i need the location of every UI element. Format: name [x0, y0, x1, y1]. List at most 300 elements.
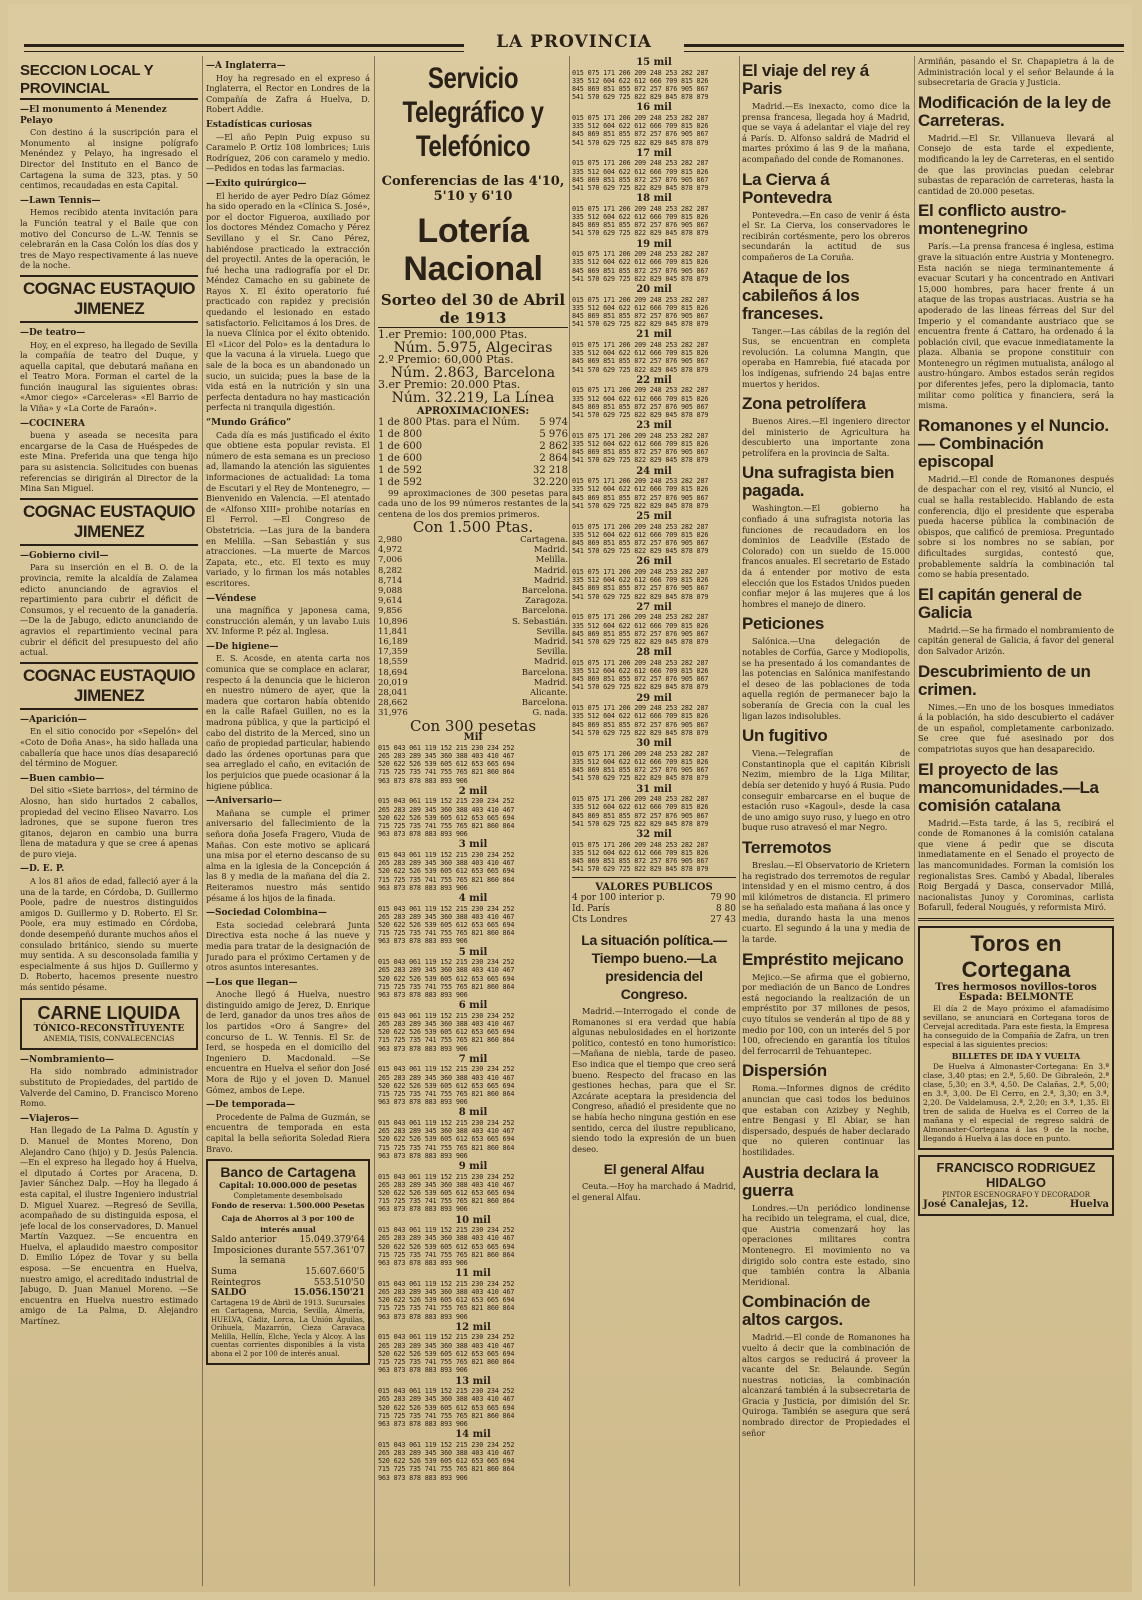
row-label: Saldo anterior [211, 1235, 277, 1246]
number-block: 015 075 171 206 209 248 253 282 287 335 512 604 622 612 666 709 815 826 845 869 851 855 872 257 876 905 867 541 570 629 725 822 829 845 878 879 [572, 658, 709, 692]
article-title: —A Inglaterra— [206, 61, 286, 71]
thousand-label: 31 mil [636, 783, 672, 795]
article [742, 1062, 910, 1157]
article-title: Descubrimiento de un crimen. [918, 661, 1091, 699]
winner-city: Barcelona. [521, 585, 568, 596]
winner-number: 8,714 [378, 575, 403, 586]
number-block: 015 075 171 206 209 248 253 282 287 335 512 604 622 612 666 709 815 826 845 869 851 855 872 257 876 905 867 541 570 629 725 822 829 845 878 879 [572, 795, 709, 828]
article [20, 1055, 198, 1109]
winner-number: 28,041 [378, 687, 408, 698]
prize-number: Núm. 2.863, Barcelona [390, 364, 556, 381]
article-body: Madrid.—El Sr. Villanueva llevará al Consejo de esta tarde el expediente, modificando la ley de Carreteras, en el sentido de que las provincias puedan celebrar subastas de reparación de carreteras, hasta la cantidad de 20.000 pesetas. [918, 132, 1114, 196]
article-title: Austria declara la guerra [742, 1162, 879, 1200]
approx-label: 1 de 592 [378, 476, 423, 488]
approx-row [378, 429, 568, 441]
article-body: —El año Pepin Puig expuso su Caramelo P. Ortiz 108 lombrices; Luis Rodríguez, 206 con caramelo y medio. —Pedidos en todas las farmacias. [206, 131, 370, 174]
article-title: —Buen cambio— [20, 773, 105, 784]
number-block: 015 043 061 119 152 215 230 234 252 265 283 289 345 360 388 403 410 467 520 622 526 539 605 612 653 665 694 715 725 735 741 755 765 821 860 864 963 873 878 883 893 906 [378, 1011, 515, 1053]
article [206, 1100, 370, 1154]
toros-ad [918, 926, 1114, 1150]
thousand-label: 8 mil [458, 1107, 488, 1119]
article [206, 978, 370, 1096]
article [206, 594, 370, 637]
winner-row [378, 678, 568, 688]
article [742, 727, 910, 833]
ad-title: CARNE LIQUIDA [37, 1002, 181, 1023]
ad-subtitle: TÓNICO-RECONSTITUYENTE [33, 1023, 185, 1034]
billetes-title: BILLETES DE IDA Y VUELTA [951, 1051, 1081, 1062]
toros-body: El día 2 de Mayo próximo el afamadísimo sevillano, se anunciará en Cortegana toros de Cervejal acreditada. Para este fiesta, la Empresa ha conseguido de la Compañía de Zafra, un tren especial á las siguientes precios: [923, 1004, 1109, 1050]
firm-subtitle: PINTOR ESCENOGRAFO Y DECORADOR [941, 1190, 1091, 1199]
article [206, 120, 370, 174]
thousand-label: 27 mil [636, 601, 672, 613]
row-label: 4 por 100 interior p. [572, 893, 665, 904]
column-telegrams-2 [918, 56, 1114, 1586]
number-block: 015 043 061 119 152 215 230 234 252 265 283 289 345 360 388 403 410 467 520 622 526 539 605 612 653 665 694 715 725 735 741 755 765 821 860 864 963 873 878 883 893 906 [378, 1226, 515, 1268]
bank-footer: Cartagena 19 de Abril de 1913. Sucursales en Cartagena, Murcia, Sevilla, Almería, HUELVA, Cádiz, Lorca, La Unión Águilas, Orihuela, Mazarrón, Cieza Caravaca Melilla, Hellín, Elche, Yecla y Alcoy. A las cuentas corrientes disponibles á la vista abona el 2 por 100 de interés anual. [211, 1298, 365, 1358]
approx-value: 32 218 [533, 464, 568, 476]
number-block: 015 075 171 206 209 248 253 282 287 335 512 604 622 612 666 709 815 826 845 869 851 855 872 257 876 905 867 541 570 629 725 822 829 845 878 879 [572, 159, 709, 193]
article-body: Anoche llegó á Huelva, nuestro distinguido amigo de Jerez, D. Enrique de Ierd, ganador da unos tres años de los partidos «Oro á Sangre» del concurso de L. W. Tennis. El Sr. de Ierd, se hospeda en el domicilio del Ingeniero D. Macdonald. —Se encuentra en Huelva el señor don José Mora de Rijo y el joven D. Manuel Gómez, ambos de Lepe. [206, 989, 370, 1095]
number-block: 015 043 061 119 152 215 230 234 252 265 283 289 345 360 388 403 410 467 520 622 526 539 605 612 653 665 694 715 725 735 741 755 765 821 860 864 963 873 878 883 893 906 [378, 904, 515, 946]
bank-row [211, 1235, 365, 1246]
article-body: Madrid.—Es inexacto, como dice la prensa francesa, llegada hoy á Madrid, que se vaya á adelantar el viaje del rey á París. D. Alfonso saldrá de Madrid el martes próximo á las 9 de la mañana, acompañado del conde de Romanones. [742, 101, 910, 164]
winner-row [378, 586, 568, 596]
winner-row [378, 555, 568, 565]
article-body: Mañana se cumple el primer aniversario del fallecimiento de la señora doña Josefa Fragero, Viuda de Mañas. Con este motivo se aplicará una misa por el eterno descanso de su alma en la iglesia de la Concepción á las 8 y media de la mañana del día 2. Reiteramos nuestro más sentido pésame á los hijos de la finada. [206, 807, 370, 903]
approx-value: 32.220 [533, 476, 568, 488]
winner-number: 9,856 [378, 606, 403, 617]
article-title: —Los que llegan— [206, 977, 298, 988]
number-block: 015 075 171 206 209 248 253 282 287 335 512 604 622 612 666 709 815 826 845 869 851 855 872 257 876 905 867 541 570 629 725 822 829 845 878 879 [572, 613, 709, 647]
number-block: 015 075 171 206 209 248 253 282 287 335 512 604 622 612 666 709 815 826 845 869 851 855 872 257 876 905 867 541 570 629 725 822 829 845 878 879 [572, 431, 709, 465]
thousand-label: 3 mil [458, 839, 488, 851]
article [206, 179, 370, 413]
winner-city: Cartagena. [520, 534, 568, 545]
prize-label: 2.º Premio: 60,000 Ptas. [378, 353, 514, 367]
article-title: —Véndese [206, 593, 257, 604]
winner-row [378, 545, 568, 555]
conferences-line: Conferencias de las 4'10, 5'10 y 6'10 [381, 174, 565, 204]
article [918, 761, 1114, 913]
article-body: Salónica.—Una delegación de notables de Corfúa, Garce y Modiopolis, se ha presentado á los comandantes de las potencias en Salónica manifestando el deseo de las poblaciones de toda aquella región de permanecer bajo la soberanía de Grecia con la cual les ligan lazos indisolubles. [742, 636, 910, 721]
article-body: Tanger.—Las cábilas de la región del Sus, se encuentran en completa revolución. La columna Mangin, que operaba en Hamrebia, fué atacada por los indígenas, sufriendo 24 bajas entre muertos y heridos. [742, 325, 910, 389]
article-title: Empréstito mejicano [742, 949, 904, 969]
column-rule [914, 56, 915, 1586]
article-body: Han llegado de La Palma D. Agustín y D. Manuel de Montes Moreno, Don Alejandro Cano (hijo) y D. Jesús Palencia. —En el expreso ha llegado hoy á Huelva, el diputado á Cortes por Aracena, D. Javier Sánchez Dalp. —Hoy ha llegado á esta capital, el ilustre Ingeniero industrial D. Miguel Xuarez. —Regresó de Sevilla, acompañado de su distinguida esposa, el jefe local de los conservadores, D. Manuel Martín Vazquez. —Se encuentra en Huelva, el aplaudido maestro compositor D. Emilio López de Tovar y su bella esposa. —Se encuentra en Huelva, nuestro amigo, el acreditado industrial de Jabugo, D. Juan Manuel Moreno. —Se encuentra en Huelva nuestro estimado amigo de La Palma, D. Alejandro Martínez. [20, 1125, 198, 1327]
article [20, 196, 198, 271]
ad-line: ANEMIA, TISIS, CONVALECENCIAS [43, 1035, 175, 1044]
thousand-label: 20 mil [636, 284, 672, 296]
article [742, 269, 910, 390]
number-block: 015 075 171 206 209 248 253 282 287 335 512 604 622 612 666 709 815 826 845 869 851 855 872 257 876 905 867 541 570 629 725 822 829 845 878 879 [572, 522, 709, 556]
toros-title: Toros en Cortegana [961, 930, 1071, 982]
article-title: —COCINERA [20, 418, 85, 429]
article-title: —De temporada— [206, 1100, 296, 1111]
bank-row [211, 1267, 365, 1278]
column-rule [202, 56, 203, 1586]
winner-city: Sevilla. [536, 626, 568, 637]
number-block: 015 075 171 206 209 248 253 282 287 335 512 604 622 612 666 709 815 826 845 869 851 855 872 257 876 905 867 541 570 629 725 822 829 845 878 879 [572, 68, 709, 102]
article-title: Romanones y el Nuncio.— Combinación episcopal [918, 415, 1109, 471]
toros-subtitle: Tres hermosos novillos-toros [935, 981, 1097, 993]
winner-city: Madrid. [533, 677, 568, 688]
article-title: Una sufragista bien pagada. [742, 463, 895, 501]
number-block: 015 043 061 119 152 215 230 234 252 265 283 289 345 360 388 403 410 467 520 622 526 539 605 612 653 665 694 715 725 735 741 755 765 821 860 864 963 873 878 883 893 906 [378, 1119, 515, 1160]
article-title: Estadísticas curiosas [206, 119, 312, 130]
number-block: 015 075 171 206 209 248 253 282 287 335 512 604 622 612 666 709 815 826 845 869 851 855 872 257 876 905 867 541 570 629 725 822 829 845 878 879 [572, 749, 709, 783]
article [742, 464, 910, 609]
winner-number: 18,559 [378, 657, 408, 668]
winner-number: 10,896 [378, 616, 408, 627]
cognac-ad: COGNAC EUSTAQUIO JIMENEZ [20, 498, 198, 546]
approx-label: 1 de 800 [378, 428, 423, 440]
thousand-label: 32 mil [636, 828, 672, 840]
article-body: Pontevedra.—En caso de venir á ésta el Sr. La Cierva, los conservadores le recibirán cortésmente, pero los obreros secundarán la actitud de sus compañeros de La Coruña. [742, 209, 910, 262]
thousand-label: 17 mil [636, 147, 672, 159]
winner-row [378, 606, 568, 616]
row-label: SALDO [211, 1288, 247, 1299]
thousand-label: 11 mil [455, 1268, 491, 1280]
article [20, 864, 198, 992]
approx-value: 2 864 [539, 452, 568, 464]
article-body: Para su inserción en el B. O. de la provincia, remite la alcaldía de Zalamea edicto anunciando de agravios el repartimiento para cubrir el déficit de Consumos, y el recuento de la ganadería. —De la de Jabugo, edicto anunciando de agravios el repartimiento vecinal para cubrir el déficit del presupuesto del año actual. [20, 562, 198, 658]
approx-label: 1 de 600 [378, 452, 423, 464]
article-body: Madrid.—Esta tarde, á las 5, recibirá el conde de Romanones á la comisión catalana que viene á pedir que se discuta inmediatamente en el Senado el proyecto de las mancomunidades. Forman la comisión los regionalistas Sres. Cambó y Abadal, liberales Roig Bergadá y Dasca, conservador Millá, nacionalistas Junoy y Corominas, carlista Bofarull, federal Nougués, y reformista Miró. [918, 817, 1114, 913]
winner-row [378, 657, 568, 667]
approx-value: 2 862 [539, 440, 568, 452]
thousand-label: 18 mil [636, 193, 672, 205]
article [918, 586, 1114, 657]
row-value: 15.049.379'64 [299, 1235, 365, 1246]
article-title: Un fugitivo [742, 726, 828, 746]
tier-title: Con 1.500 Ptas. [412, 518, 534, 537]
winner-city: Zaragoza. [525, 596, 568, 607]
thousand-label: 14 mil [455, 1429, 491, 1441]
row-value: 79 90 [710, 893, 736, 904]
section-title: SECCION LOCAL Y PROVINCIAL [20, 62, 198, 100]
article-body: Hoy ha regresado en el expreso á Inglaterra, el Rector en Londres de la Compañía de Zafra á Huelva, D. Robert Addie. [206, 72, 370, 115]
article-body: Mejico.—Se afirma que el gobierno, por mediación de un Banco de Londres está negociando la realización de un empréstito por 37 millones de pesos, cuyo títulos se venderán al tipo de 88 y medio por 100, con un interés del 5 por 100, ofreciendo en garantía los títulos del ferrocarril de Tehuantepec. [742, 971, 910, 1056]
winner-row [378, 576, 568, 586]
winner-city: Sevilla. [536, 647, 568, 658]
winner-city: Madrid. [533, 575, 568, 586]
winner-city: Barcelona. [521, 698, 568, 709]
article-body: Madrid.—Se ha firmado el nombramiento de capitán general de Galicia, á favor del general don Salvador Arizón. [918, 624, 1114, 656]
thousand-label: 12 mil [455, 1321, 491, 1333]
divider [572, 877, 736, 878]
article-body: Madrid.—Interrogado el conde de Romanones si era verdad que había algunas nebulosidades en el horizonte político, contestó en tono humorístico: —Mañana de niebla, tarde de paseo. Eso indica que el tiempo que creo será bueno. Respecto del fracaso en las gestiones hechas, para que el Sr. Azcárate aceptara la presidencia del Congreso, añadió el presidente que no se había hecho ninguna gestión en ese sentido, cerca del ilustre republicano, siendo todo la expresión de un buen deseo. [572, 1006, 736, 1154]
thousand-label: 26 mil [636, 556, 672, 568]
approx-note: 99 aproximaciones de 300 pesetas para cada uno de los 99 números restantes de la centena de los dos premios primeros. [378, 488, 568, 520]
column-rule [374, 56, 375, 1586]
thousand-label: 5 mil [458, 946, 488, 958]
article-title: El capitán general de Galicia [918, 584, 1082, 622]
article [206, 796, 370, 903]
winner-city: S. Sebastián. [511, 616, 568, 627]
winner-city: Barcelona. [521, 667, 568, 678]
thousand-label: 2 mil [458, 785, 488, 797]
article-body: Ceuta.—Hoy ha marchado á Madrid, el general Alfau. [572, 1181, 736, 1202]
carne-liquida-ad [20, 998, 198, 1050]
telegraph-banner: Servicio Telegráfico y Telefónico [402, 62, 544, 163]
row-label: Id. París [572, 903, 610, 914]
cognac-ad: COGNAC EUSTAQUIO JIMENEZ [20, 275, 198, 323]
row-value: 15.607.660'5 [305, 1266, 365, 1277]
article-title: El viaje del rey á Paris [742, 61, 869, 98]
winner-city: Madrid. [533, 636, 568, 647]
winner-number: 31,976 [378, 708, 408, 719]
article [206, 908, 370, 973]
article-title: “Mundo Gráfico” [206, 418, 292, 428]
article-title: —De higiene— [206, 641, 279, 652]
valores-row [572, 915, 736, 926]
approx-label: 1 de 800 Ptas. para el Núm. [378, 416, 520, 428]
bank-reserve: Fondo de reserva: 1.500.000 Pesetas [211, 1201, 365, 1211]
valores-title: VALORES PUBLICOS [595, 882, 713, 894]
number-block: 015 043 061 119 152 215 230 234 252 265 283 289 345 360 388 403 410 467 520 622 526 539 605 612 653 665 694 715 725 735 741 755 765 821 860 864 963 873 878 883 893 906 [378, 1172, 515, 1214]
article-title: La Cierva á Pontevedra [742, 169, 832, 207]
article [742, 171, 910, 263]
winner-row [378, 566, 568, 576]
winner-number: 20,019 [378, 677, 408, 688]
row-value: 27 43 [710, 914, 736, 925]
row-label: Suma [211, 1266, 237, 1277]
article [206, 642, 370, 791]
number-block: 015 075 171 206 209 248 253 282 287 335 512 604 622 612 666 709 815 826 845 869 851 855 872 257 876 905 867 541 570 629 725 822 829 845 878 879 [572, 204, 709, 238]
column-telegrams [742, 56, 910, 1586]
thousand-label: 16 mil [636, 102, 672, 114]
winner-number: 17,359 [378, 647, 408, 658]
number-block: 015 043 061 119 152 215 230 234 252 265 283 289 345 360 388 403 410 467 520 622 526 539 605 612 653 665 694 715 725 735 741 755 765 821 860 864 963 873 878 883 893 906 [378, 1387, 515, 1428]
winner-row [378, 647, 568, 657]
article-title: Peticiones [742, 614, 825, 634]
winner-city: Alicante. [529, 687, 568, 698]
bank-paid: Completamente desembolsado [233, 1191, 343, 1200]
prize-label: 3.er Premio: 20.000 Ptas. [378, 378, 521, 392]
thousand-label: 19 mil [636, 238, 672, 250]
winner-number: 8,282 [378, 565, 403, 576]
article-body: Madrid.—El conde de Romanones ha vuelto á decir que la combinación de altos cargos se reducirá á proveer la vacante del Sr. Belaunde. Según nuestras noticias, la combinación alcanzará también á la subsecretaria de Gracia y Justicia, por dimisión del Sr. Quiroga. También se asegura que será nombrado director de Propiedades el señor [742, 1332, 910, 1438]
column-rule [739, 56, 740, 1586]
article-body: Ha sido nombrado administrador substituto de Propiedades, del partido de Valverde del Camino, D. Francisco Moreno Romo. [20, 1066, 198, 1109]
divider [918, 918, 1114, 921]
tier-title: Con 300 pesetas [409, 716, 537, 735]
article-title: —Lawn Tennis— [20, 195, 101, 206]
winner-row [378, 627, 568, 637]
article-body: buena y aseada se necesita para encargarse de la Casa de Huéspedes de este Mina. Preferida una que tenga hijo para su asistencia. Solicitudes con buenas referencias se dirigirán al Director de la Mina San Miguel. [20, 430, 198, 494]
number-block: 015 075 171 206 209 248 253 282 287 335 512 604 622 612 666 709 815 826 845 869 851 855 872 257 876 905 867 541 570 629 725 822 829 845 878 879 [572, 568, 709, 601]
number-block: 015 075 171 206 209 248 253 282 287 335 512 604 622 612 666 709 815 826 845 869 851 855 872 257 876 905 867 541 570 629 725 822 829 845 878 879 [572, 114, 709, 147]
thousand-label: 29 mil [636, 692, 672, 704]
article-body: París.—La prensa francesa é inglesa, estima grave la situación entre Austria y Montenegro. Esta nación se niega terminantemente á evacuar Scutari y ha concentrado en Antivari 15,000 hombres, para hacer frente á un ataque de las tropas austriacas. Austria se ha apoderado de las líneas férreas del Sur del Imperio y el comandante austriaco que se encuentra frente á Cattaro, ha ordenado á la población civil, que evacue inmediatamente la plaza. Albania se propone constituir con Montenegro un régimen mutualista, análogo al austro-húngaro. Ambos estados serán regidos por diferentes jefes, pero la diplomacia, tanto militar como política y financiera, será la misma. [918, 241, 1114, 411]
thousand-label: 15 mil [636, 57, 672, 68]
thousand-label: 7 mil [458, 1053, 488, 1065]
article [206, 418, 370, 589]
approx-value: 5 974 [539, 416, 568, 428]
article-title: —Exito quirúrgico— [206, 178, 307, 189]
article-body: Madrid.—El conde de Romanones después de despachar con el rey, visitó al Nuncio, el cual se halla restablecido. Hablando de esta conferencia, dijo el presidente que esperaba pueda hacerse pública la combinación de obispos, que calificó de premiosa. Preguntado sobre si los nombres no se sabían, por dificultades surgidas, contestó que, probablemente saldría la combinación tal como se había presentado. [918, 473, 1114, 580]
valores-row [572, 893, 736, 904]
article-body: Buenos Aires.—El ingeniero director del ministerio de Agricultura ha descubierto una importante zona petrolífera en la provincia de Salta. [742, 416, 910, 458]
approx-row [378, 417, 568, 429]
article-body: Esta sociedad celebrará Junta Directiva esta noche á las nueve y media para tratar de la designación de Jurado para el próximo Certamen y de otros asuntos interesantes. [206, 919, 370, 973]
article [742, 1164, 910, 1288]
thousand-label: 23 mil [636, 420, 672, 432]
article [918, 417, 1114, 580]
article-title: Terremotos [742, 837, 832, 857]
article-list [918, 94, 1114, 913]
winner-row [378, 688, 568, 698]
article-title: Combinación de altos cargos. [742, 1292, 871, 1330]
hidalgo-ad [918, 1155, 1114, 1216]
article-body: Viena.—Telegrafían de Constantinopla que el capitán Kibrisli Nezim, miembro de la Liga Militar, debía ser detenido y huyó á Rusia. Pudo conseguir embarcarse en el buque de estación ruso «Kagoul», desde la casa de uno amigo suyo ruso, y luego en otro buque ruso atravesó el mar Negro. [742, 748, 910, 833]
column-lottery-continued [572, 56, 736, 1586]
article [20, 774, 198, 860]
winner-row [378, 596, 568, 606]
winner-row [378, 617, 568, 627]
article-title: —Gobierno civil— [20, 550, 109, 561]
winner-city: G. nada. [532, 708, 568, 719]
winner-city: Melilla. [535, 555, 568, 566]
number-block: 015 075 171 206 209 248 253 282 287 335 512 604 622 612 666 709 815 826 845 869 851 855 872 257 876 905 867 541 570 629 725 822 829 845 878 879 [572, 477, 709, 510]
article-body: Con destino á la suscripción para el Monumento al insigne polígrafo Menéndez y Pelayo, ha ingresado el Director del Instituto en el Banco de Cartagena la suma de 323, ptas. y 50 centimos, recaudadas en esta Capital. [20, 127, 198, 191]
firm-title: FRANCISCO RODRIGUEZ HIDALGO [936, 1159, 1096, 1190]
winner-number: 2,980 [378, 534, 403, 545]
article-body: Breslau.—El Observatorio de Krietern ha registrado dos terremotos de regular intensidad y en el mismo centro, á dos mil kilómetros de distancia. El primero se ha señalado esta mañana á las once y media, durando hasta la una menos cuarto. El segundo á la una y media de la tarde. [742, 859, 910, 945]
approx-row [378, 453, 568, 465]
article-title: —Aniversario— [206, 796, 282, 807]
article-body: Hemos recibido atenta invitación para la Función teatral y el Baile que con motivo del Concurso de L.-W. Tennis se celebrarán en la Casa Colón los días dos y tres de Mayo respectivamente á las nueve de la noche. [20, 207, 198, 271]
article-body: En el sitio conocido por «Sepelón» del «Coto de Doña Anas», ha sido hallada una caballería que hace unos días desapareció del término de Moguer. [20, 726, 198, 769]
bank-row [211, 1288, 365, 1299]
number-block: 015 075 171 206 209 248 253 282 287 335 512 604 622 612 666 709 815 826 845 869 851 855 872 257 876 905 867 541 570 629 725 822 829 845 878 879 [572, 386, 709, 420]
article-body: Nimes.—En uno de los bosques inmediatos á la población, ha sido descubierto el cadáver de un español, completamente carbonizado. Se cree que fué asesinado por dos compatriotas suyos que han desaparecido. [918, 701, 1114, 754]
article [742, 395, 910, 458]
article-body: Del sitio «Siete barrios», del término de Alosno, han sido hurtados 2 caballos, propiedad del vecino Eliseo Navarro. Los ladrones, que se supone fueron tres gitanos, dejaron en cambio una burra llena de matadura y que se cree á apenas de puro vieja. [20, 785, 198, 859]
bank-row [211, 1278, 365, 1289]
number-grid [572, 58, 736, 873]
row-value: 557.361'07 [313, 1245, 365, 1256]
approx-value: 5 976 [539, 428, 568, 440]
article [206, 61, 370, 115]
winner-city: Madrid. [533, 545, 568, 556]
article-body: Hoy, en el expreso, ha llegado de Sevilla la compañía de teatro del Duque, y aquella capital, que debutará mañana en el Teatro Mora. Forman el cartel de la función inaugural las siguientes obras: «Amor ciego» «Carceleras» «El Barrio de la Viña» y «La Corte de Faraón». [20, 339, 198, 414]
article-body: E. S. Acosde, en atenta carta nos comunica que se complace en aclarar, respecto á la denuncia que le hicieron en nuestro número de ayer, que la madera que cortaron había obtenido en la calle Rafael Guillen, no es la madrona pública, y que la participó el cabo del distrito de la Merced, sino un caño de propiedad particular, habiendo dado las órdenes oportunas para que sea arreglado el caño, en evitación de los perjuicios que puede ocasionar á la higiene pública. [206, 653, 370, 791]
article [742, 951, 910, 1057]
bank-ad [206, 1159, 370, 1365]
bank-title: Banco de Cartagena [220, 1164, 356, 1181]
thousand-label: 9 mil [458, 1161, 488, 1173]
article-body: una magnífica y japonesa cama, construcción alemán, y un lavabo Luis XV. Informe P. péz al. Inglesa. [206, 605, 370, 637]
thousand-label: 25 mil [636, 511, 672, 523]
row-label: Cts Londres [572, 914, 628, 925]
thousand-label: 30 mil [636, 738, 672, 750]
winner-number: 18,694 [378, 667, 408, 678]
article [20, 328, 198, 414]
row-value: 15.056.150'21 [293, 1288, 365, 1299]
number-block: 015 075 171 206 209 248 253 282 287 335 512 604 622 612 666 709 815 826 845 869 851 855 872 257 876 905 867 541 570 629 725 822 829 845 878 879 [572, 295, 709, 329]
winner-row [378, 637, 568, 647]
article-title: —De teatro— [20, 327, 86, 338]
article-title: —Sociedad Colombina— [206, 908, 327, 919]
number-block: 015 043 061 119 152 215 230 234 252 265 283 289 345 360 388 403 410 467 520 622 526 539 605 612 653 665 694 715 725 735 741 755 765 821 860 864 963 873 878 883 893 906 [378, 1065, 515, 1107]
thousand-label: 28 mil [636, 647, 672, 659]
article [742, 839, 910, 945]
firm-city: Huelva [1069, 1199, 1109, 1211]
lottery-title: Lotería Nacional [403, 212, 543, 288]
thousand-label: 4 mil [458, 893, 488, 905]
article [742, 62, 910, 165]
article-body: A los 81 años de edad, falleció ayer á la una de la tarde, en Córdoba, D. Guillermo Poole, padre de nuestros distinguidos amigos D. Guillermo y D. Roberto. El Sr. Poole, era muy estimado en Córdoba, donde desempeñó durante muchos años el consulado británico, siendo su muerte muy sentida. A su desconsolada familia y especialmente á sus hijos D. Guillermo y D. Roberto, hacemos presente nuestro más sentido pésame. [20, 876, 198, 992]
number-block: 015 075 171 206 209 248 253 282 287 335 512 604 622 612 666 709 815 826 845 869 851 855 872 257 876 905 867 541 570 629 725 822 829 845 878 879 [572, 704, 709, 737]
winner-number: 9,614 [378, 596, 403, 607]
column-rule [569, 56, 570, 1586]
valores-row [572, 904, 736, 915]
number-block: 015 043 061 119 152 215 230 234 252 265 283 289 345 360 388 403 410 467 520 622 526 539 605 612 653 665 694 715 725 735 741 755 765 821 860 864 963 873 878 883 893 906 [378, 958, 515, 1000]
thousand-label: 6 mil [458, 1000, 488, 1012]
firm-address: José Canalejas, 12. [923, 1199, 1029, 1211]
article-title: La situación política.— Tiempo bueno.—La presidencia del Congreso. [581, 932, 727, 1003]
article [20, 105, 198, 191]
number-block: 015 075 171 206 209 248 253 282 287 335 512 604 622 612 666 709 815 826 845 869 851 855 872 257 876 905 867 541 570 629 725 822 829 845 878 879 [572, 341, 709, 374]
row-label: Imposiciones durante la semana [213, 1245, 312, 1267]
cognac-ad: COGNAC EUSTAQUIO JIMENEZ [20, 662, 198, 710]
approx-label: 1 de 592 [378, 464, 423, 476]
article-body: Cada día es más justificado el éxito que obtiene esta popular revista. El número de esta semana es un precioso ad, llamando la atención las siguientes informaciones de actualidad: La toma de Escutari y el Rey de Montenegro, —Bienvenido en Valencia. —El atentado de «Alfonso XIII» prohibe notarías en El Ferrol. —El Congreso de Obstetricia. —Las jura de la bandera en Melilla. —San Sebastián y sus atracciones. —La muerte de Marcos Zapata, etc., etc. El texto es muy variado, y lo firman los más notables escritores. [206, 429, 370, 588]
thousand-label: 22 mil [636, 374, 672, 386]
article-title: El proyecto de las mancomunidades.—La comisión catalana [918, 759, 1099, 815]
column-lottery [378, 56, 568, 1586]
article-title: —Aparición— [20, 714, 87, 725]
article [918, 94, 1114, 197]
winner-number: 4,972 [378, 545, 403, 556]
winner-number: 16,189 [378, 636, 408, 647]
article [742, 615, 910, 721]
number-block: 015 043 061 119 152 215 230 234 252 265 283 289 345 360 388 403 410 467 520 622 526 539 605 612 653 665 694 715 725 735 741 755 765 821 860 864 963 873 878 883 893 906 [378, 797, 515, 839]
article-title: Dispersión [742, 1061, 827, 1081]
article [742, 1293, 910, 1438]
article-title: —Nombramiento— [20, 1054, 114, 1065]
prize-number: Núm. 5.975, Algeciras [393, 339, 553, 356]
approximations-title: APROXIMACIONES: [416, 405, 530, 417]
toros-espada: Espada: BELMONTE [958, 992, 1074, 1004]
thousand-label: Mil [463, 732, 483, 744]
article-title: El conflicto austro-montenegrino [918, 201, 1066, 239]
draw-date: Sorteo del 30 de Abril de 1913 [378, 291, 568, 328]
article [20, 1114, 198, 1327]
number-block: 015 043 061 119 152 215 230 234 252 265 283 289 345 360 388 403 410 467 520 622 526 539 605 612 653 665 694 715 725 735 741 755 765 821 860 864 963 873 878 883 893 906 [378, 1279, 515, 1321]
article-title: —Viajeros— [20, 1113, 79, 1124]
column-brief-notes [206, 56, 370, 1586]
thousand-label: 10 mil [455, 1214, 491, 1226]
winner-city: Madrid. [533, 657, 568, 668]
article-body: Procedente de Palma de Guzmán, se encuentra de temporada en esta capital la bella señorita Soledad Riera Bravo. [206, 1111, 370, 1154]
number-block: 015 075 171 206 209 248 253 282 287 335 512 604 622 612 666 709 815 826 845 869 851 855 872 257 876 905 867 541 570 629 725 822 829 845 878 879 [572, 840, 709, 874]
column-local-news [20, 56, 198, 1586]
number-block: 015 043 061 119 152 215 230 234 252 265 283 289 345 360 388 403 410 467 520 622 526 539 605 612 653 665 694 715 725 735 741 755 765 821 860 864 963 873 878 883 893 906 [378, 1333, 515, 1375]
approx-row [378, 441, 568, 453]
number-block: 015 075 171 206 209 248 253 282 287 335 512 604 622 612 666 709 815 826 845 869 851 855 872 257 876 905 867 541 570 629 725 822 829 845 878 879 [572, 250, 709, 283]
article-title: —D. E. P. [20, 864, 65, 875]
article-title: Ataque de los cabileños á los franceses. [742, 267, 860, 323]
firm-address-row [923, 1200, 1109, 1211]
article-title: El general Alfau [603, 1161, 705, 1178]
article-body: Washington.—El gobierno ha confiado á una sufragista notoria las funciones de recaudadora en los dominios de Leadville (Estado de Colorado) con un sueldo de 15.000 francos anuales. El secretario de Estado da á entender por motivo de esta elección que los Estados Unidos pueden confiar mejor á las mujeres que á los hombres el manejo de dinero. [742, 503, 910, 609]
row-label: Reintegros [211, 1277, 261, 1288]
winner-row [378, 668, 568, 678]
billetes-body: De Huelva á Almonaster-Cortegana: En 3.ª clase, 3,40 ptas; en 2.ª, 5,60. De Gibraleón, 2.ª clase, 5,30; en 3.ª, 4,50. De Calañas, 2.ª, 5,00; en 3.ª, 3,00. De El Cerro, en 2.ª, 3,30; en 3.ª, 2,20. De Valdelamusa, 2.ª, 2,20; en 3.ª, 1,35. El tren de salida de Huelva es el Correo de la mañana y el especial de regreso saldrá de Almonaster-Cortegana á las 9 de la noche, llegando á Huelva á las doce en punto. [923, 1061, 1109, 1143]
